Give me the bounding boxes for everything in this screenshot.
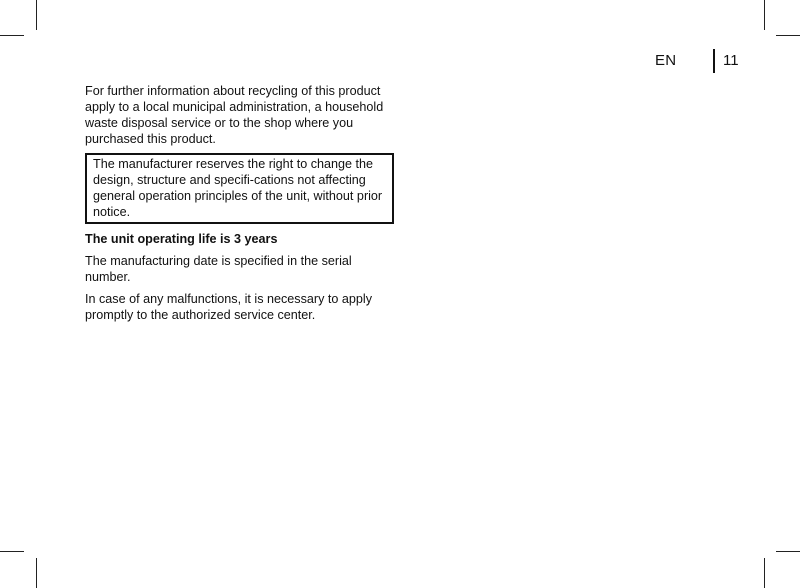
manufacturer-notice-text: The manufacturer reserves the right to change the design, structure and specifi-cations not affecting general operation principles of the unit, without prior notice. (93, 157, 383, 219)
malfunction-paragraph: In case of any malfunctions, it is necessary to apply promptly to the authorized service center. (85, 292, 372, 322)
manufacturer-notice-box (85, 153, 394, 224)
crop-mark-top-left-horizontal (0, 35, 24, 36)
page-header (650, 49, 750, 73)
crop-mark-bottom-right-horizontal (776, 551, 800, 552)
operating-life-heading: The unit operating life is 3 years (85, 232, 278, 246)
crop-mark-bottom-right-vertical (764, 558, 765, 588)
crop-mark-top-right-horizontal (776, 35, 800, 36)
crop-mark-top-right-vertical (764, 0, 765, 30)
crop-mark-top-left-vertical (36, 0, 37, 30)
manufacturing-date-paragraph: The manufacturing date is specified in the serial number. (85, 254, 352, 284)
language-code: EN (655, 52, 677, 69)
header-divider (713, 49, 715, 73)
main-text-column (85, 83, 390, 329)
recycling-paragraph: For further information about recycling of this product apply to a local municipal administration, a household waste disposal service or to the shop where you purchased this product. (85, 84, 384, 146)
crop-mark-bottom-left-horizontal (0, 551, 24, 552)
crop-mark-bottom-left-vertical (36, 558, 37, 588)
page-number: 11 (723, 52, 739, 69)
